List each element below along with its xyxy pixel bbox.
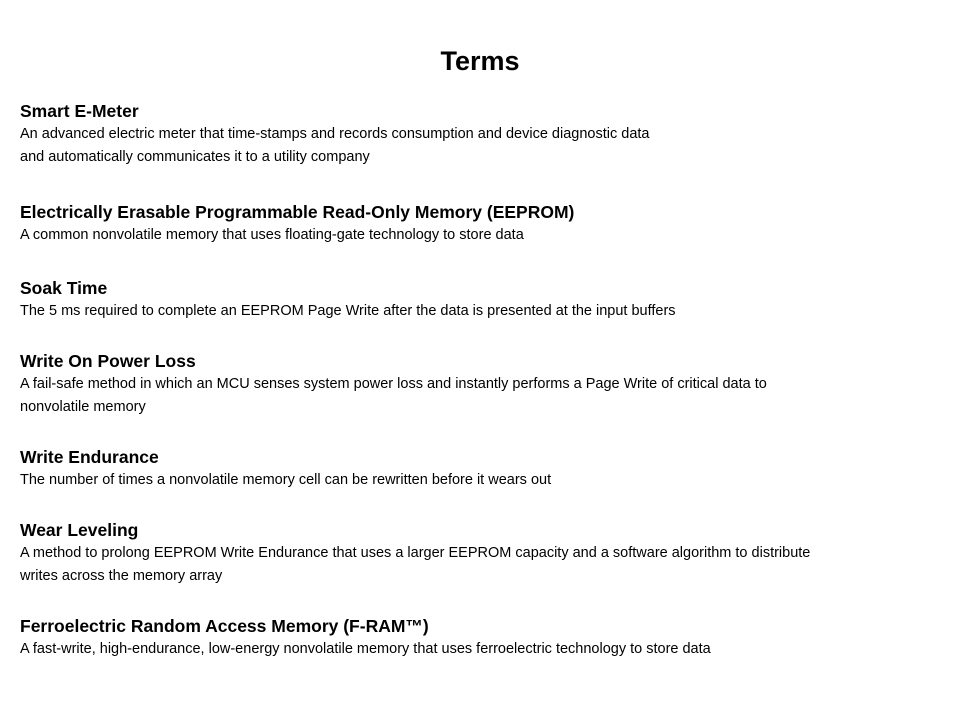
- term-definition: [20, 300, 930, 323]
- term-definition-line: nonvolatile memory: [20, 399, 146, 415]
- term-smart-e-meter: [20, 100, 930, 169]
- term-definition: [20, 224, 930, 247]
- term-definition: [20, 373, 930, 419]
- term-definition: [20, 469, 930, 492]
- term-definition-line: An advanced electric meter that time-stamps and records consumption and device diagnostic data: [20, 126, 650, 142]
- term-definition: [20, 542, 930, 588]
- term-definition-line: The number of times a nonvolatile memory cell can be rewritten before it wears out: [20, 472, 552, 488]
- term-soak-time: [20, 277, 930, 323]
- term-heading: Write Endurance: [20, 447, 159, 467]
- term-definition: [20, 638, 930, 661]
- term-wear-leveling: [20, 519, 930, 588]
- term-definition-line: A fast-write, high-endurance, low-energy nonvolatile memory that uses ferroelectric technology to store data: [20, 641, 711, 657]
- term-heading: Ferroelectric Random Access Memory (F-RAM™): [20, 616, 429, 636]
- term-eeprom: [20, 201, 930, 247]
- term-heading: Wear Leveling: [20, 520, 139, 540]
- term-f-ram: [20, 615, 930, 661]
- term-definition-line: The 5 ms required to complete an EEPROM Page Write after the data is presented at the input buffers: [20, 303, 676, 319]
- term-write-on-power-loss: [20, 350, 930, 419]
- term-definition-line: writes across the memory array: [20, 568, 223, 584]
- term-heading: Smart E-Meter: [20, 101, 139, 121]
- term-heading: Write On Power Loss: [20, 351, 196, 371]
- term-definition-line: A common nonvolatile memory that uses floating-gate technology to store data: [20, 227, 524, 243]
- term-definition: [20, 123, 930, 169]
- term-write-endurance: [20, 446, 930, 492]
- term-definition-line: A method to prolong EEPROM Write Endurance that uses a larger EEPROM capacity and a software algorithm to distribute: [20, 545, 811, 561]
- term-definition-line: and automatically communicates it to a utility company: [20, 149, 370, 165]
- term-heading: Electrically Erasable Programmable Read-Only Memory (EEPROM): [20, 202, 575, 222]
- term-definition-line: A fail-safe method in which an MCU senses system power loss and instantly performs a Page Write of critical data to: [20, 376, 767, 392]
- term-heading: Soak Time: [20, 278, 108, 298]
- page-title: Terms: [440, 46, 520, 76]
